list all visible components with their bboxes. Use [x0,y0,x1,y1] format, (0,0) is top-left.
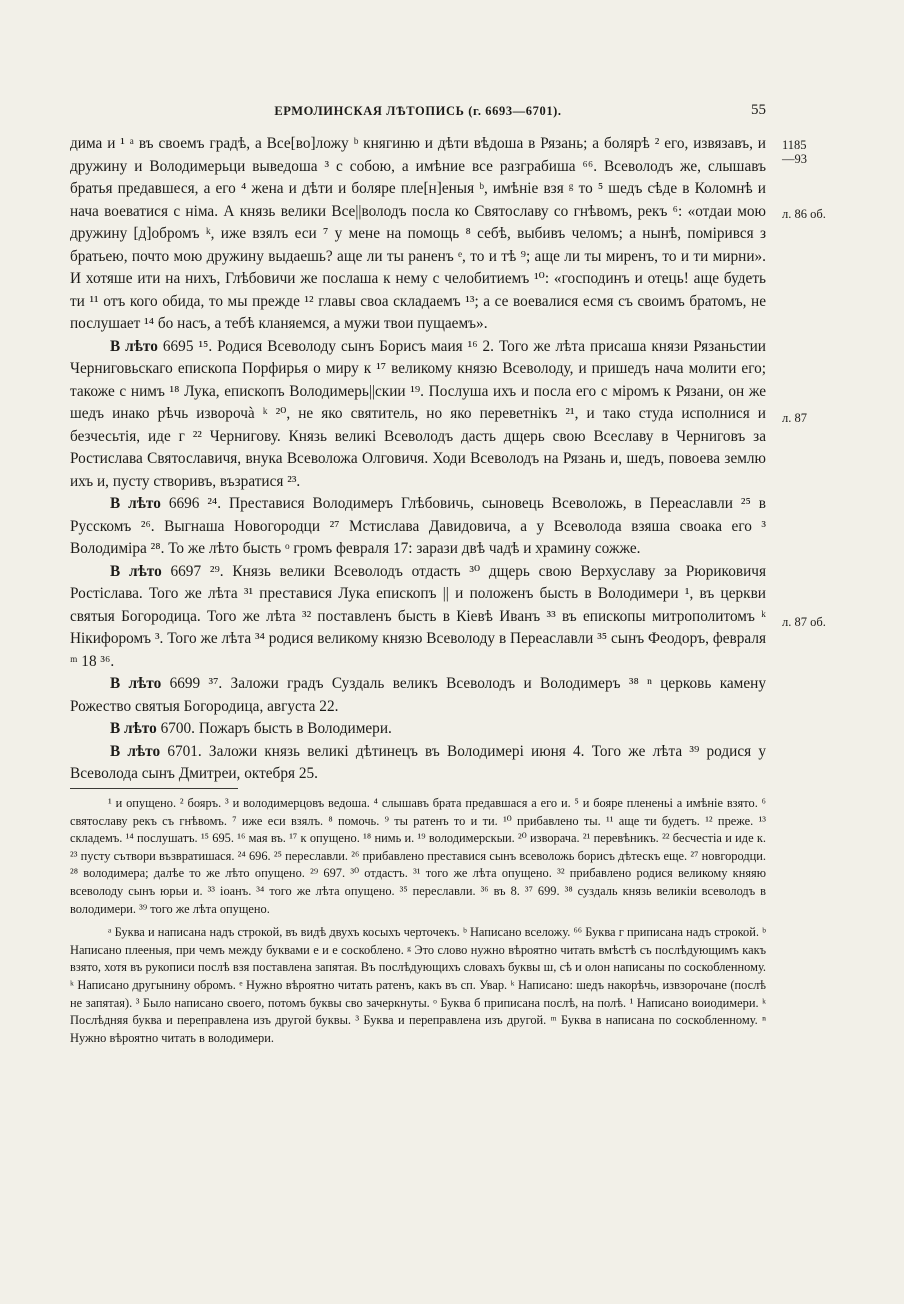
paragraph-text: 6696 ²⁴. Преставися Володимеръ Глѣбовичь, сыновець Всеволожь, в Переаславли ²⁵ в Русскомъ ²⁶. Выгнаша Новогородци ²⁷ Мстислава Давидовича, а у Всеволода взяша своака его ³ Володиміра ²⁸. То же лѣто бысть ᵒ громъ февраля 17: зарази двѣ чадѣ и храмину сожже. [70,495,767,557]
paragraph-year-6701 [70,741,766,786]
year-lead: В лѣто [110,562,162,580]
margin-leaf-87ob: л. 87 об. [782,615,826,629]
chronicle-text [70,133,766,786]
paragraph-text: 6700. Пожаръ бысть в Володимери. [156,720,392,737]
page-header [70,104,766,124]
paragraph-text: 6699 ³⁷. Заложи градъ Суздаль великъ Всеволодъ и Володимеръ ³⁸ ⁿ церковь камену Рожество святыя Богородица, августа 22. [70,675,766,715]
page-number: 55 [751,102,766,118]
year-lead: В лѣто [110,675,162,692]
margin-leaf-87: л. 87 [782,411,807,425]
paragraph-text: 6695 ¹⁵. Родися Всеволоду сынъ Борисъ маия ¹⁶ 2. Того же лѣта присаша князи Рязаньстии Черниговьскаго епископа Порфирья о миру к ¹⁷ великому князю Всеволоду, и пришедъ нача молити его; такоже с нимъ ¹⁸ Лука, епископъ Володимерь||скии ¹⁹. Послуша ихъ и посла его с міромъ к Рязани, он же шедъ инако рѣчь изворочà ᵏ ²⁰, не яко святитель, но яко переветнікъ ²¹, и тако студа исполнися и безчесьтія, иде г ²² Чернигову. Князь великі Всеволодъ дасть дщерь свою Всеславу в Черниговъ за Ростислава Святославичя, внука Всеволожа Олговичя. Ходи Всеволодъ на Рязань и, шедъ, повоева землю ихъ и, пусту створивъ, възратися ²³. [70,337,766,490]
footnote-divider [70,788,238,789]
paragraph-year-6697 [70,561,766,674]
margin-leaf-86ob: л. 86 об. [782,207,826,221]
footnotes-numeric: ¹ и опущено. ² бояръ. ³ и володимерцовъ ведоша. ⁴ слышавъ брата предавшася а его и. ⁵ и бояре плененьі а имѣніе взято. ⁶ святославу рекъ съ гнѣвомъ. ⁷ иже еси взялъ. ⁸ помочь. ⁹ ты ратенъ то и ти. ¹⁰ прибавлено ты. ¹¹ аще ти будетъ. ¹² преже. ¹³ складемъ. ¹⁴ послушатъ. ¹⁵ 695. ¹⁶ мая въ. ¹⁷ к опущено. ¹⁸ нимь и. ¹⁹ володимерскыи. ²⁰ изворача. ²¹ перевѣникъ. ²² бесчестіа и иде к. ²³ пусту сътвори възвратишася. ²⁴ 696. ²⁵ переславли. ²⁶ прибавлено преставися сынъ всеволожь борисъ дѣтескъ еще. ²⁷ новгородци. ²⁸ володимера; далѣе то же лѣто опущено. ²⁹ 697. ³⁰ отдастъ. ³¹ того же лѣта опущено. ³² прибавлено родися великому княяю всеволоду сынъ юрьи и. ³³ іоанъ. ³⁴ того же лѣта опущено. ³⁵ переславли. ³⁶ въ 8. ³⁷ 699. ³⁸ суздаль князь великіи всеволодъ в володимери. ³⁹ того же лѣта опущено. [70,796,766,916]
paragraph-year-6699 [70,673,766,718]
paragraph-text: дима и ¹ ᵃ въ своемъ градѣ, а Все[во]ложу ᵇ княгиню и дѣти вѣдоша в Рязань; а болярѣ ² его, извязавъ, и дружину и Володимерьци выведоша ³ с собою, а имѣние все разграбиша ⁶⁶. Всеволодъ же, слышавъ братья предавшеся, а его ⁴ жена и дѣти и боляре пле[н]еныя ᵇ, имѣніе взя ᵍ то ⁵ шедъ сѣде в Коломнѣ и нача воеватися с німа. А князь велики Все||володъ посла ко Святославу со гнѣвомъ, рекъ ⁶: «отдаи мою дружину [д]обромъ ᵏ, иже взялъ еси ⁷ у мене на помощь ⁸ себѣ, выбивъ челомъ; а нынѣ, помірився з братьею, почто мою дружину выдаешь? аще ли ты раненъ ᵉ, то и тѣ ⁹; аще ли ты миренъ, то и ти мирни». И хотяше ити на нихъ, Глѣбовичи же послаша к нему с челобитиемъ ¹⁰: «господинъ и отець! аще будеть ти ¹¹ отъ кого обида, то мы прежде ¹² главы своа складаемъ ¹³; а се воевалися есмя съ своимъ братомъ, не послушает ¹⁴ бо насъ, а тебѣ кланяемся, а мужи твои пущаемъ». [70,135,766,332]
paragraph-text: 6701. Заложи князь великі дѣтинецъ въ Володимері июня 4. Того же лѣта ³⁹ родися у Всеволода сынъ Дмитреи, октебря 25. [70,742,767,782]
year-lead: В лѣто [110,337,158,355]
paragraph-text: 6697 ²⁹. Князь велики Всеволодъ отдасть ³⁰ дщерь свою Верхуславу за Рюриковичя Ростіслава. Того же лѣта ³¹ преставися Лука епископъ || и положенъ бысть в Володимери ¹, въ церкви святыя Богородица. Того же лѣта ³² поставленъ бысть в Кіевѣ Иванъ ³³ въ епископы митрополитомъ ᵏ Нікифоромъ ³. Того же лѣта ³⁴ родися великому князю Всеволоду в Переаславли ³⁵ сынъ Феодоръ, февраля ᵐ 18 ³⁶. [70,562,766,670]
year-lead: В лѣто [110,720,157,737]
paragraph-continuation [70,133,766,336]
paragraph-year-6696 [70,493,766,561]
year-lead: В лѣто [110,742,161,760]
footnotes [70,795,766,1047]
paragraph-year-6695 [70,336,766,494]
margin-year-range: 1185 —93 [782,138,807,166]
year-lead: В лѣто [110,495,161,512]
footnotes-lettered: ᵃ Буква и написана надъ строкой, въ видѣ двухъ косыхъ черточекъ. ᵇ Написано вселожу. ⁶⁶ Буква г приписана надъ строкой. ᵇ Написано плееныя, при чемъ между буквами е и е соскоблено. ᵍ Это слово нужно вѣроятно читать вмѣстѣ съ послѣдующимъ какъ взято, хотя въ рукописи послѣ взя поставлена запятая. Въ послѣдующихъ словахъ буквы ш, сѣ и олон написаны по соскобленному. ᵏ Написано другынину обромъ. ᵉ Нужно вѣроятно читать ратенъ, какъ въ сп. Увар. ᵏ Написано: шедъ накорѣчь, извзорочане (послѣ не запятая). ³ Было написано своего, потомъ буквы сво зачеркнуты. ᵒ Буква б приписана послѣ, на полѣ. ¹ Написано воиодимери. ᵏ Послѣдняя буква и переправлена изъ другой буквы. ³ Буква и переправлена изъ другой. ᵐ Буква в написана по соскобленному. ⁿ Нужно вѣроятно читать в володимери. [70,925,766,1045]
paragraph-year-6700 [70,718,766,741]
running-title: ЕРМОЛИНСКАЯ ЛѢТОПИСЬ (г. 6693—6701). [274,104,562,118]
